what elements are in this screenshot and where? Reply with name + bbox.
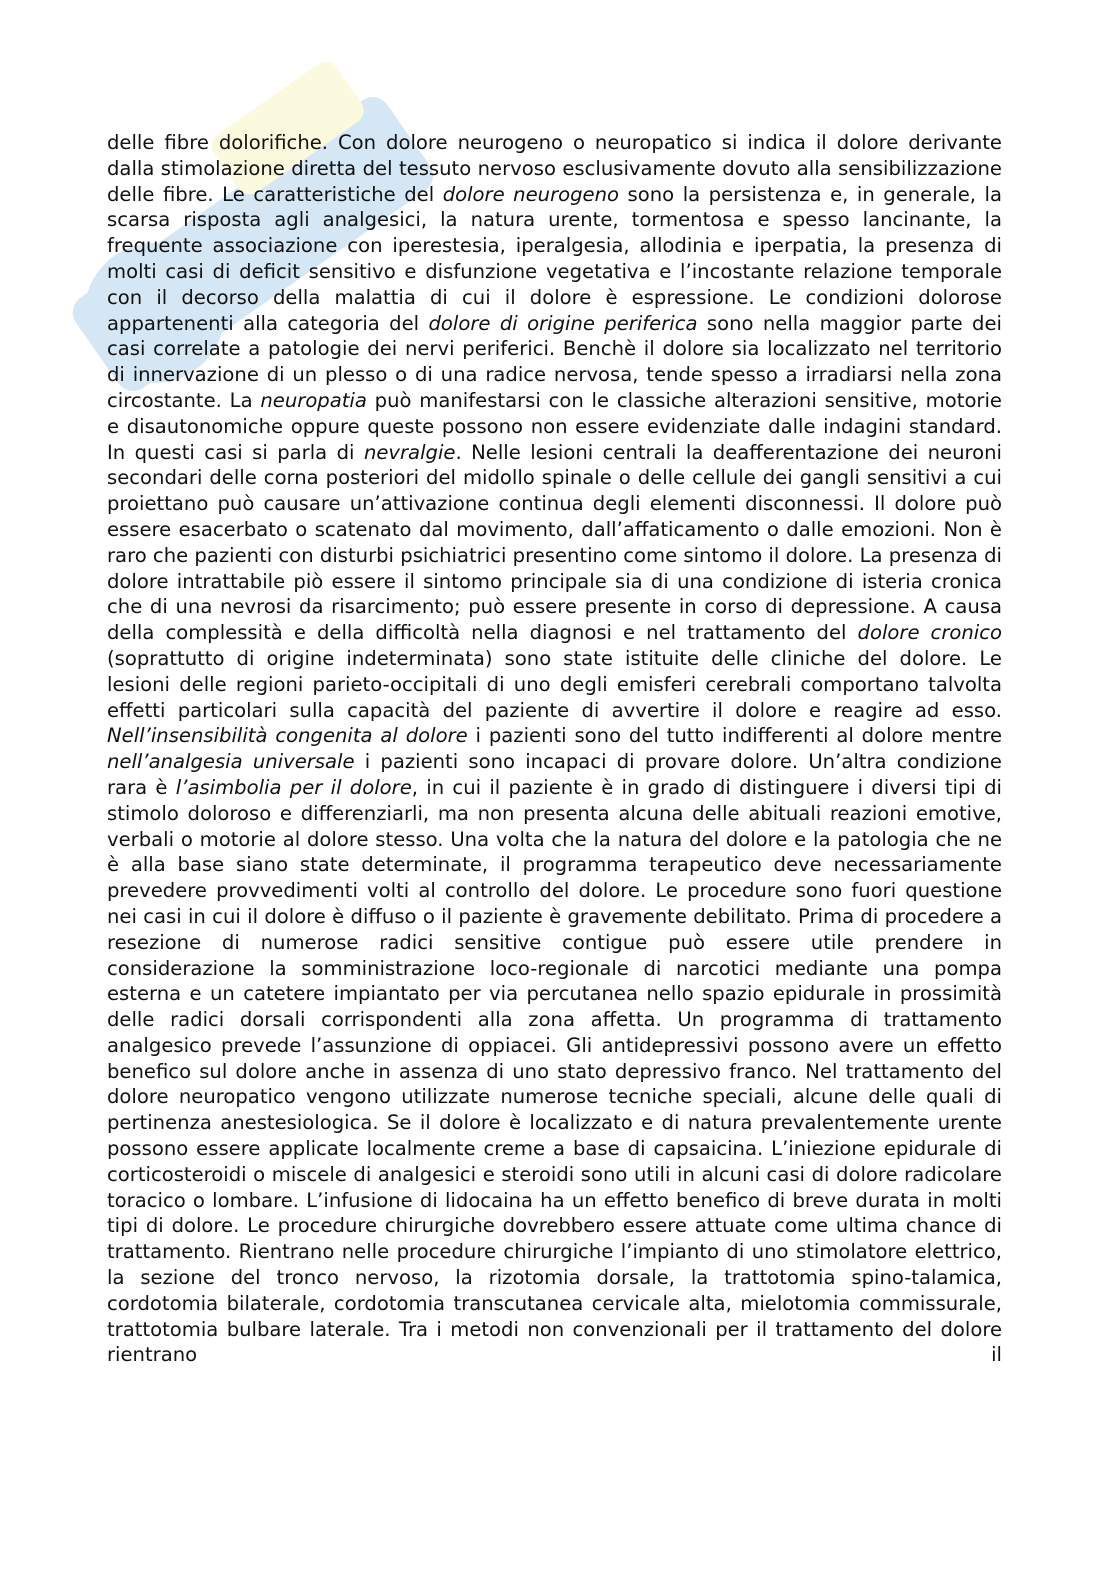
italic-term: dolore neurogeno [442, 182, 620, 206]
text-segment: delle fibre dolorifiche. Con dolore neurogeno o neuropatico si indica il dolore derivante dalla stimolazione diretta del tessuto nervoso esclusivamente dovuto alla sensibilizzazione delle fibre. Le caratteristiche del [107, 131, 1002, 206]
text-segment: può manifestarsi con le classiche alterazioni sensitive, motorie e disautonomiche oppure queste possono non essere evidenziate dalle indagini standard. In questi casi si parla di [107, 388, 1002, 464]
text-segment: sono la persistenza e, in generale, la scarsa risposta agli analgesici, la natura urente, tormentosa e spesso lancinante, la frequente associazione con iperestesia, iperalgesia, allodinia e iperpatia, la presenza di molti casi di deficit sensitivo e disfunzione vegetativa e l’incostante relazione temporale con il decorso della malattia di cui il dolore è espressione. Le condizioni dolorose appartenenti alla categoria del [107, 182, 1003, 335]
text-segment: i pazienti sono incapaci di provare dolore. Un’altra condizione rara è [107, 750, 1002, 799]
italic-term: nevralgie [363, 440, 456, 464]
text-segment: i pazienti sono del tutto indifferenti al dolore mentre [467, 724, 1002, 748]
italic-term: Nell’insensibilità congenita al dolore [107, 724, 468, 748]
text-segment: (soprattutto di origine indeterminata) sono state istituite delle cliniche del dolore. Le lesioni delle regioni parieto-occipitali di uno degli emisferi cerebrali comportano talvolta effetti particolari sulla capacità del paziente di avvertire il dolore e reagire ad esso. [107, 646, 1002, 722]
text-segment: . Nelle lesioni centrali la deafferentazione dei neuroni secondari delle corna posteriori del midollo spinale o delle cellule dei gangli sensitivi a cui proiettano può causare un’attivazione continua degli elementi disconnessi. Il dolore può essere esacerbato o scatenato dal movimento, dall’affaticamento o dalle emozioni. Non è raro che pazienti con disturbi psichiatrici presentino come sintomo il dolore. La presenza di dolore intrattabile piò essere il sintomo principale sia di una condizione di isteria cronica che di una nevrosi da risarcimento; può essere presente in corso di depressione. A causa della complessità e della difficoltà nella diagnosi e nel trattamento del [107, 440, 1002, 645]
italic-term: l’asimbolia per il dolore [175, 775, 412, 799]
italic-term: neuropatia [260, 388, 367, 412]
text-segment: , in cui il paziente è in grado di distinguere i diversi tipi di stimolo doloroso e differenziarli, ma non presenta alcuna delle abituali reazioni emotive, verbali o motorie al dolore stesso. Una volta che la natura del dolore e la patologia che ne è alla base siano state determinate, il programma terapeutico deve necessariamente prevedere provvedimenti volti al controllo del dolore. Le procedure sono fuori questione nei casi in cui il dolore è diffuso o il paziente è gravemente debilitato. Prima di procedere a resezione di numerose radici sensitive contigue può essere utile prendere in considerazione la somministrazione loco-regionale di narcotici mediante una pompa esterna e un catetere impiantato per via percutanea nello spazio epidurale in prossimità delle radici dorsali corrispondenti alla zona affetta. Un programma di trattamento analgesico prevede l’assunzione di oppiacei. Gli antidepressivi possono avere un effetto benefico sul dolore anche in assenza di uno stato depressivo franco. Nel trattamento del dolore neuropatico vengono utilizzate numerose tecniche speciali, alcune delle quali di pertinenza anestesiologica. Se il dolore è localizzato e di natura prevalentemente urente possono essere applicate localmente creme a base di capsaicina. L’iniezione epidurale di corticosteroidi o miscele di analgesici e steroidi sono utili in alcuni casi di dolore radicolare toracico o lombare. L’infusione di lidocaina ha un effetto benefico di breve durata in molti tipi di dolore. Le procedure chirurgiche dovrebbero essere attuate come ultima chance di trattamento. Rientrano nelle procedure chirurgiche l’impianto di uno stimolatore elettrico, la sezione del tronco nervoso, la rizotomia dorsale, la trattotomia spino-talamica, cordotomia bilaterale, cordotomia transcutanea cervicale alta, mielotomia commissurale, trattotomia bulbare laterale. Tra i metodi non convenzionali per il trattamento del dolore rientrano il [107, 775, 1003, 1367]
italic-term: nell’analgesia universale [107, 750, 355, 774]
italic-term: dolore cronico [857, 621, 1002, 645]
text-segment: sono nella maggior parte dei casi correlate a patologie dei nervi periferici. Benchè il dolore sia localizzato nel territorio di innervazione di un plesso o di una radice nervosa, tende spesso a irradiarsi nella zona circostante. La [107, 311, 1002, 412]
body-paragraph [107, 130, 1002, 1368]
italic-term: dolore di origine periferica [428, 311, 698, 335]
